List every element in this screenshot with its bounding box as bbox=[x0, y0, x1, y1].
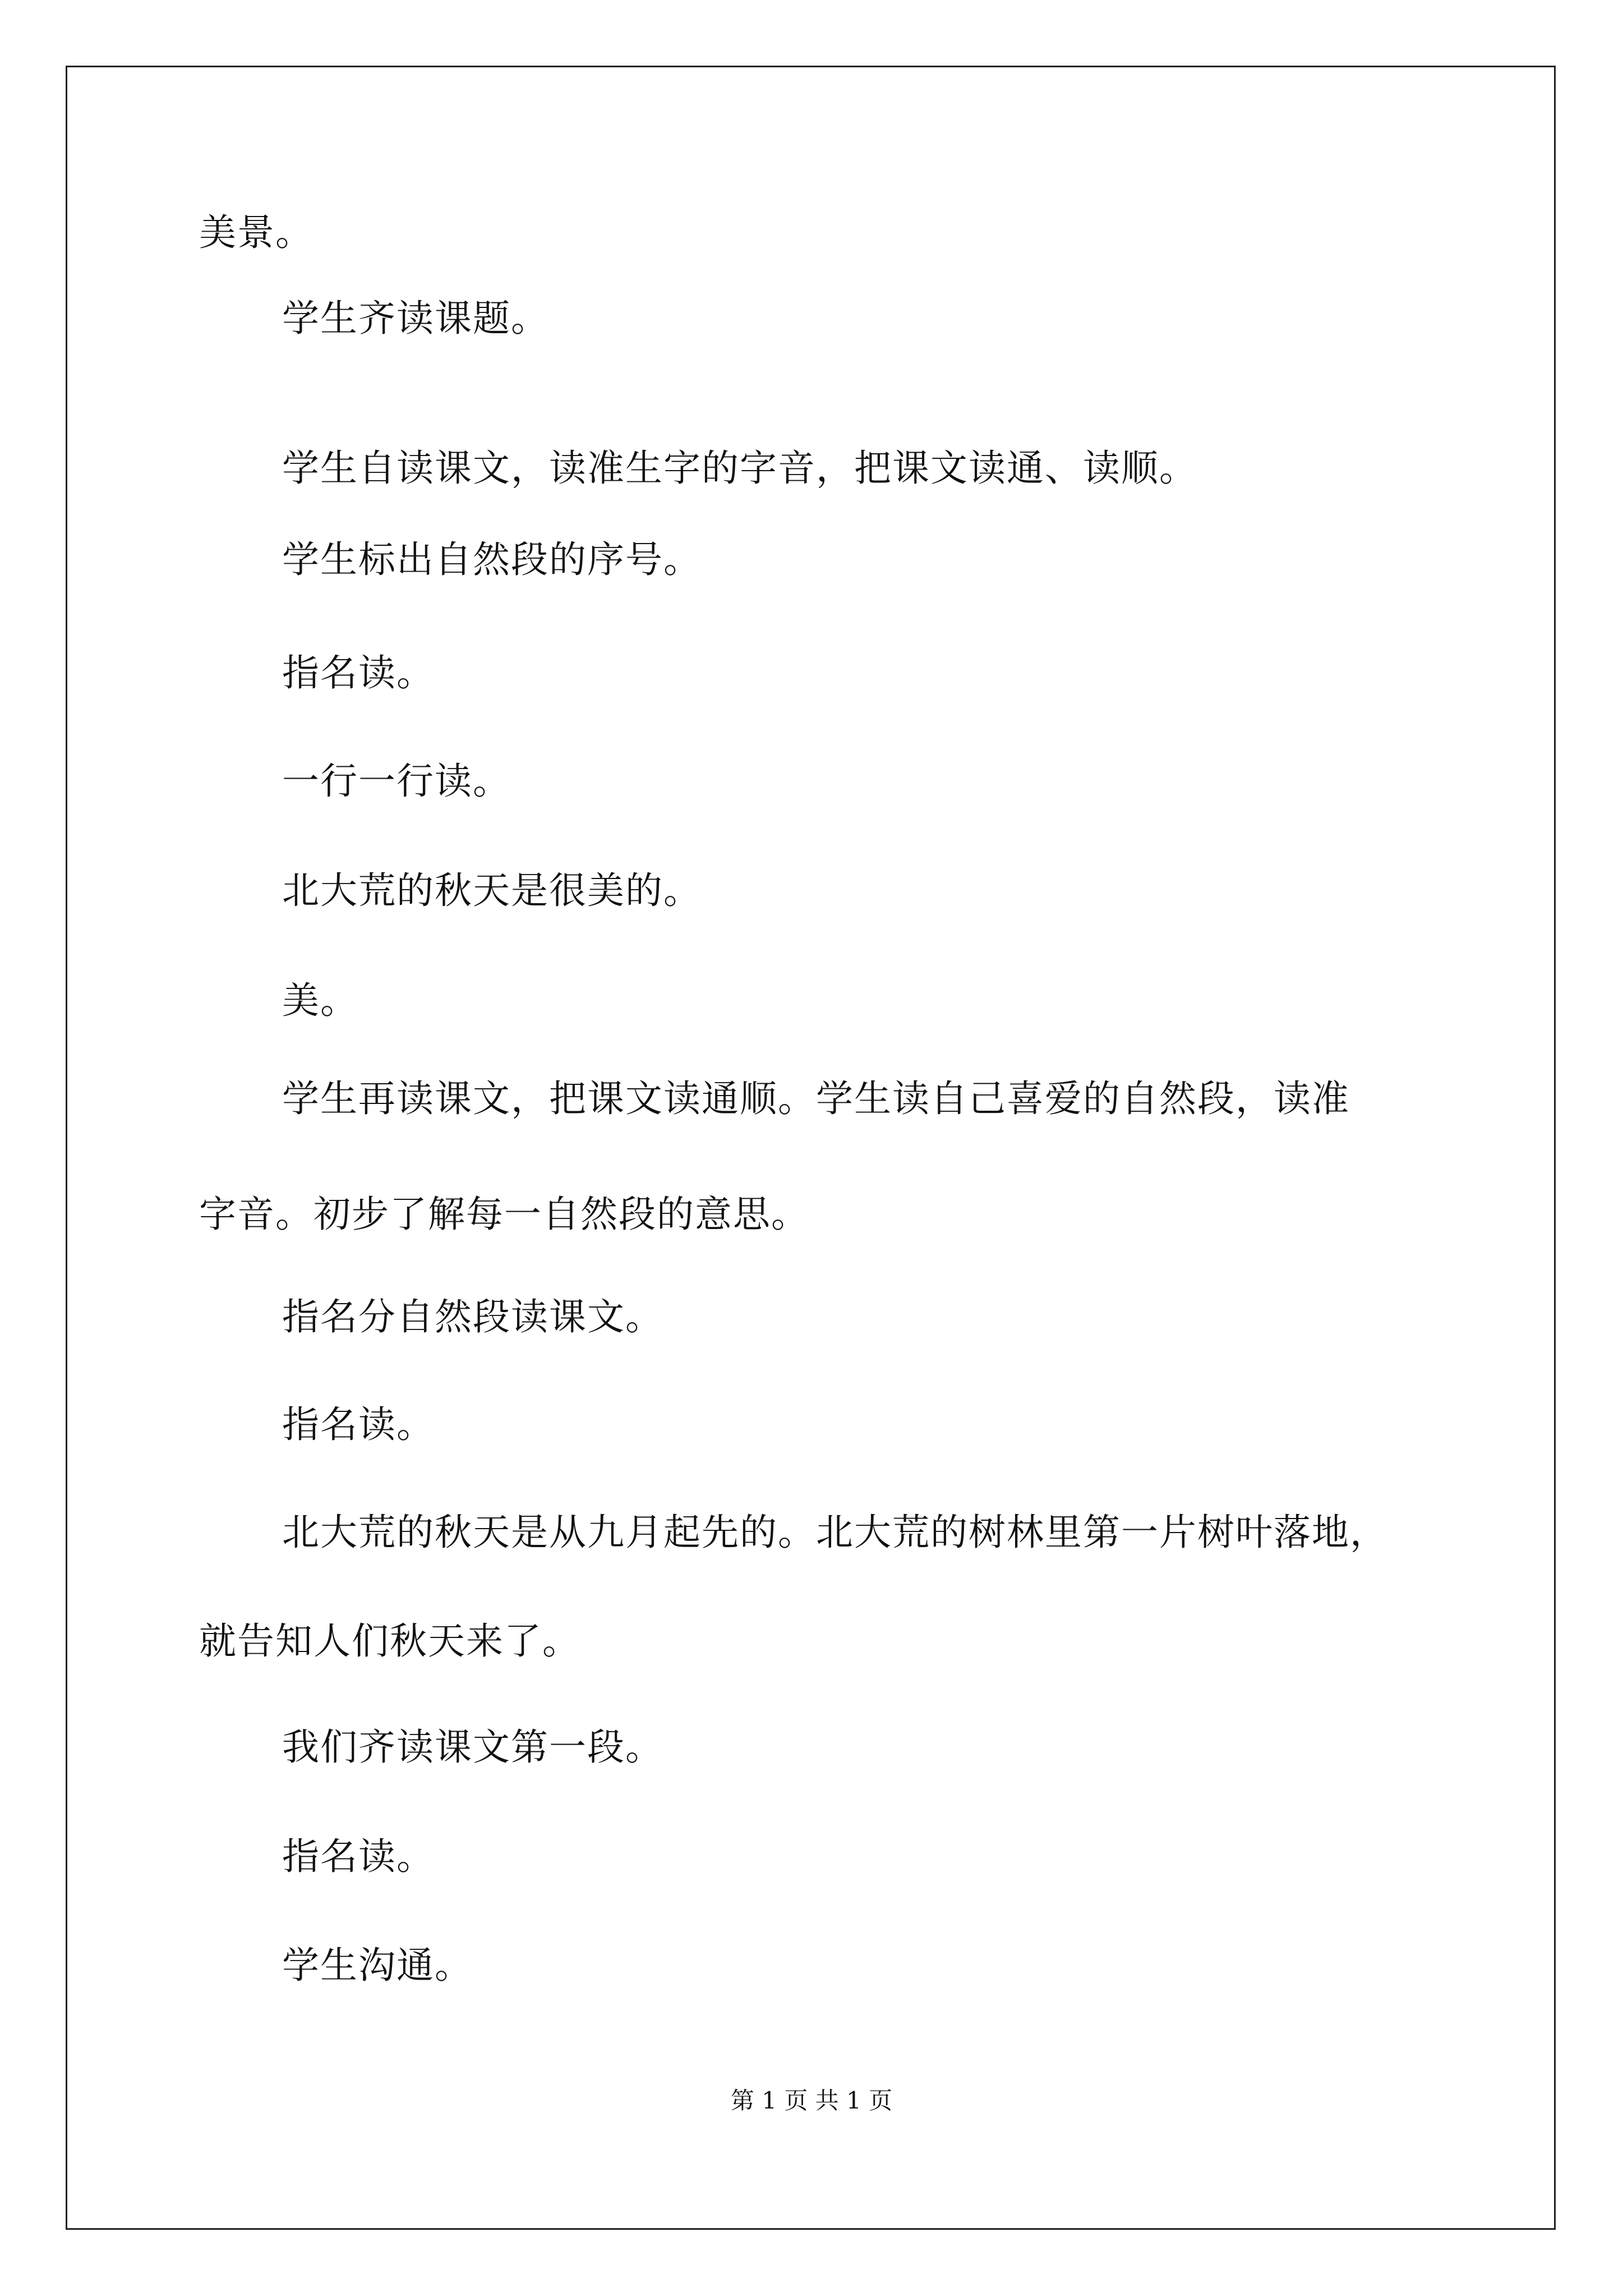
paragraph-line: 就告知人们秋天来了。 bbox=[199, 1619, 580, 1663]
page-footer: 第 1 页 共 1 页 bbox=[730, 2087, 893, 2114]
paragraph-line: 指名读。 bbox=[282, 1835, 435, 1878]
paragraph-line: 北大荒的秋天是很美的。 bbox=[282, 869, 702, 912]
paragraph-line: 学生齐读课题。 bbox=[282, 297, 549, 340]
paragraph-line: 学生标出自然段的序号。 bbox=[282, 538, 702, 581]
paragraph-line: 字音。初步了解每一自然段的意思。 bbox=[199, 1193, 809, 1236]
paragraph-line: 美。 bbox=[282, 979, 358, 1022]
paragraph-line: 学生自读课文，读准生字的字音，把课文读通、读顺。 bbox=[282, 447, 1197, 490]
paragraph-line: 一行一行读。 bbox=[282, 760, 511, 803]
paragraph-line: 美景。 bbox=[199, 211, 313, 254]
paragraph-line: 学生再读课文，把课文读通顺。学生读自己喜爱的自然段，读准 bbox=[282, 1077, 1350, 1120]
paragraph-line: 我们齐读课文第一段。 bbox=[282, 1726, 663, 1769]
paragraph-line: 北大荒的秋天是从九月起先的。北大荒的树林里第一片树叶落地， bbox=[282, 1511, 1388, 1554]
page-border bbox=[66, 66, 1556, 2230]
paragraph-line: 指名读。 bbox=[282, 651, 435, 694]
paragraph-line: 学生沟通。 bbox=[282, 1944, 473, 1987]
paragraph-line: 指名分自然段读课文。 bbox=[282, 1295, 663, 1338]
paragraph-line: 指名读。 bbox=[282, 1403, 435, 1446]
